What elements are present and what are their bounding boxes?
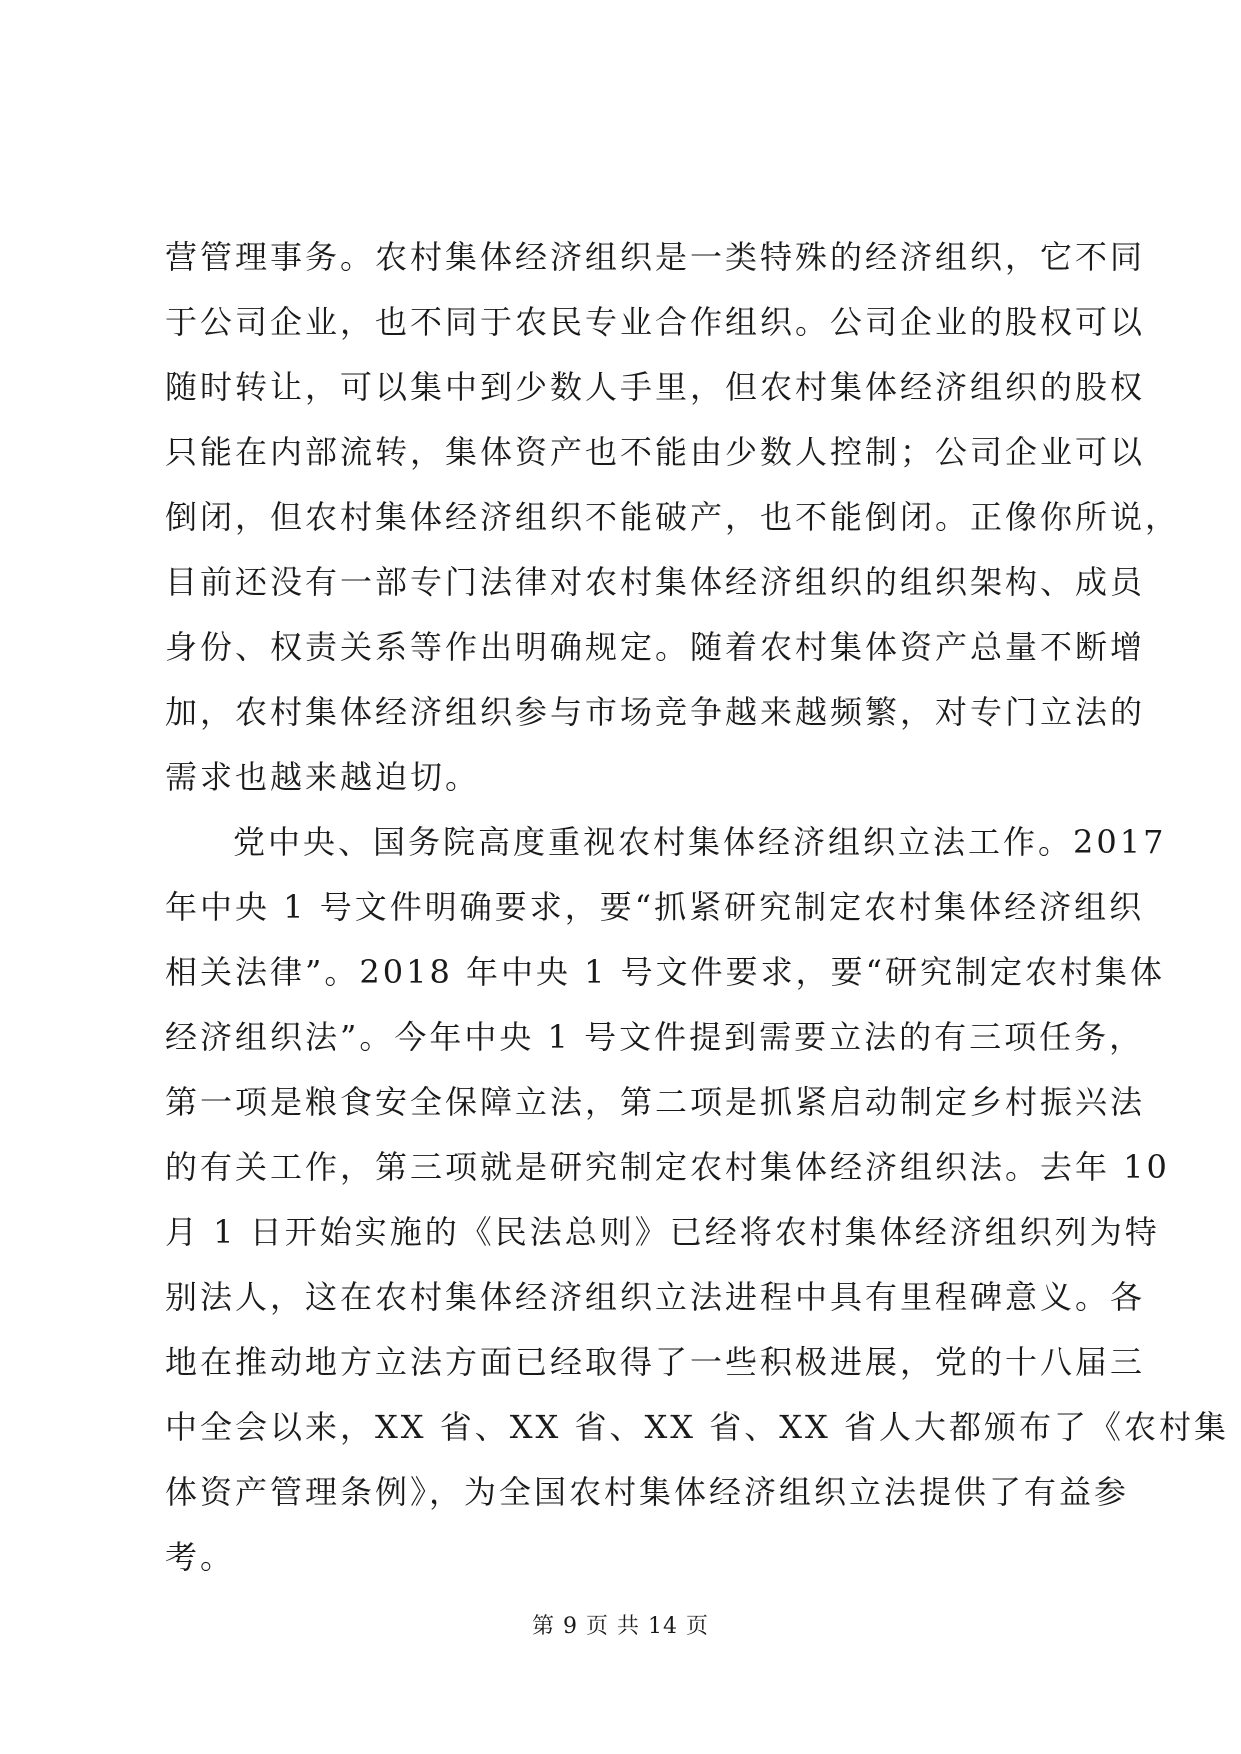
text-line: 需求也越来越迫切。 (165, 758, 481, 796)
text-line: 第一项是粮食安全保障立法，第二项是抓紧启动制定乡村振兴法 (165, 1083, 1146, 1121)
text-line: 于公司企业，也不同于农民专业合作组织。公司企业的股权可以 (165, 303, 1146, 341)
text-line: 的有关工作，第三项就是研究制定农村集体经济组织法。去年 10 (165, 1148, 1170, 1186)
text-line: 随时转让，可以集中到少数人手里，但农村集体经济组织的股权 (165, 368, 1146, 406)
text-line: 地在推动地方立法方面已经取得了一些积极进展，党的十八届三 (165, 1343, 1146, 1381)
text-line: 别法人，这在农村集体经济组织立法进程中具有里程碑意义。各 (165, 1278, 1146, 1316)
text-line: 加，农村集体经济组织参与市场竞争越来越频繁，对专门立法的 (165, 693, 1146, 731)
page-number-label: 第 9 页 共 14 页 (532, 1614, 709, 1639)
paragraph-2 (165, 810, 1229, 1590)
text-line: 体资产管理条例》，为全国农村集体经济组织立法提供了有益参 (165, 1473, 1130, 1511)
text-line: 年中央 1 号文件明确要求，要“抓紧研究制定农村集体经济组织 (165, 888, 1145, 926)
page-footer (0, 1612, 1241, 1642)
paragraph-1 (165, 225, 1181, 810)
text-line: 相关法律”。2018 年中央 1 号文件要求，要“研究制定农村集体 (165, 953, 1166, 991)
body-text (165, 225, 1229, 1590)
text-line: 营管理事务。农村集体经济组织是一类特殊的经济组织，它不同 (165, 238, 1146, 276)
text-line: 目前还没有一部专门法律对农村集体经济组织的组织架构、成员 (165, 563, 1146, 601)
text-line: 身份、权责关系等作出明确规定。随着农村集体资产总量不断增 (165, 628, 1146, 666)
text-line: 考。 (165, 1538, 236, 1576)
text-line: 倒闭，但农村集体经济组织不能破产，也不能倒闭。正像你所说， (165, 498, 1181, 536)
text-line: 经济组织法”。今年中央 1 号文件提到需要立法的有三项任务， (165, 1018, 1145, 1056)
text-line: 党中央、国务院高度重视农村集体经济组织立法工作。2017 (233, 823, 1167, 861)
text-line: 月 1 日开始实施的《民法总则》已经将农村集体经济组织列为特 (165, 1213, 1160, 1251)
text-line: 只能在内部流转，集体资产也不能由少数人控制；公司企业可以 (165, 433, 1146, 471)
text-line: 中全会以来，XX 省、XX 省、XX 省、XX 省人大都颁布了《农村集 (165, 1408, 1229, 1446)
